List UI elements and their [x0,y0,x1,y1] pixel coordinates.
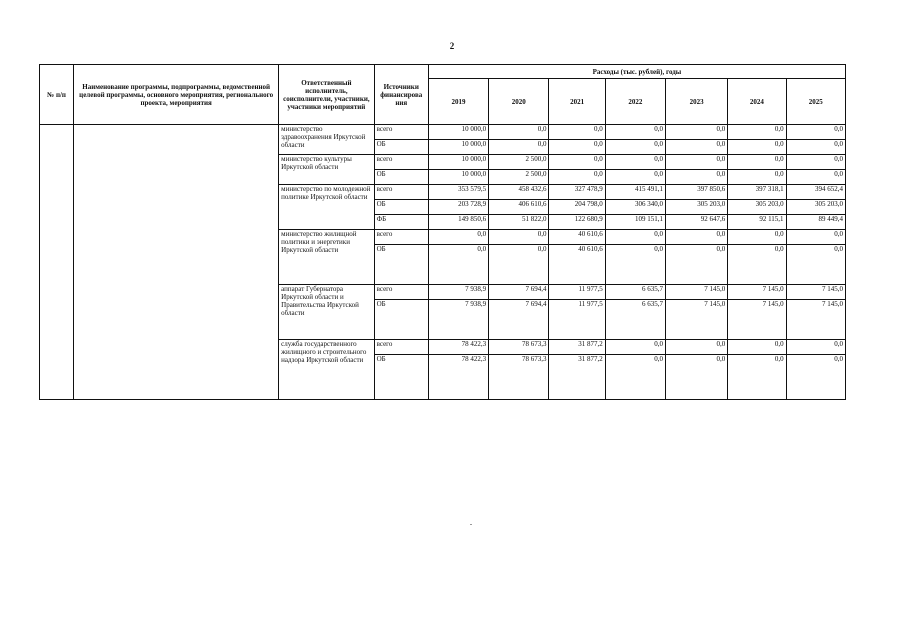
value-cell: 353 579,5 [428,185,488,200]
header-year: 2025 [786,79,845,125]
value-cell: 397 850,6 [665,185,727,200]
value-cell: 0,0 [549,155,605,170]
executor-cell: министерство по молодежной политике Иркутской области [279,185,374,230]
value-cell: 415 491,1 [605,185,665,200]
value-cell: 305 203,0 [786,200,845,215]
value-cell: 7 938,9 [428,300,488,340]
value-cell: 7 145,0 [786,300,845,340]
value-cell: 122 680,9 [549,215,605,230]
source-cell: ОБ [374,300,428,340]
header-responsible: Ответственный исполнитель, соисполнители, участники, участники мероприятий [279,65,374,125]
value-cell: 31 877,2 [549,355,605,400]
value-cell: 40 610,6 [549,230,605,245]
value-cell: 2 500,0 [489,170,549,185]
value-cell: 0,0 [728,125,786,140]
value-cell: 458 432,6 [489,185,549,200]
value-cell: 7 145,0 [728,300,786,340]
value-cell: 7 694,4 [489,300,549,340]
header-sources: Источники финансирова ния [374,65,428,125]
header-year: 2021 [549,79,605,125]
value-cell: 406 610,6 [489,200,549,215]
value-cell: 0,0 [605,125,665,140]
page-number: 2 [449,41,455,51]
value-cell: 306 340,0 [605,200,665,215]
value-cell: 7 694,4 [489,285,549,300]
value-cell: 0,0 [786,355,845,400]
value-cell: 7 145,0 [665,285,727,300]
value-cell: 11 977,5 [549,300,605,340]
value-cell: 0,0 [605,355,665,400]
scan-dot [470,524,472,525]
budget-table [39,64,846,400]
executor-cell: министерство культуры Иркутской области [279,155,374,185]
value-cell: 0,0 [728,170,786,185]
value-cell: 78 422,3 [428,340,488,355]
value-cell: 0,0 [489,245,549,285]
value-cell: 0,0 [728,140,786,155]
source-cell: ФБ [374,215,428,230]
value-cell: 0,0 [549,170,605,185]
value-cell: 0,0 [605,340,665,355]
value-cell: 305 203,0 [665,200,727,215]
header-year: 2019 [428,79,488,125]
source-cell: ОБ [374,140,428,155]
value-cell: 0,0 [665,125,727,140]
executor-cell: служба государственного жилищного и строительного надзора Иркутской области [279,340,374,400]
value-cell: 89 449,4 [786,215,845,230]
value-cell: 31 877,2 [549,340,605,355]
value-cell: 0,0 [728,245,786,285]
value-cell: 10 000,0 [428,155,488,170]
value-cell: 0,0 [786,340,845,355]
value-cell: 0,0 [728,340,786,355]
header-year: 2024 [728,79,786,125]
header-year: 2022 [605,79,665,125]
value-cell: 0,0 [605,170,665,185]
source-cell: ОБ [374,245,428,285]
source-cell: всего [374,185,428,200]
value-cell: 0,0 [665,355,727,400]
value-cell: 10 000,0 [428,170,488,185]
value-cell: 0,0 [728,355,786,400]
value-cell: 204 798,0 [549,200,605,215]
value-cell: 0,0 [549,140,605,155]
value-cell: 0,0 [665,340,727,355]
value-cell: 0,0 [665,155,727,170]
table-body [40,125,846,400]
value-cell: 0,0 [489,230,549,245]
value-cell: 0,0 [428,245,488,285]
value-cell: 0,0 [786,140,845,155]
value-cell: 0,0 [605,230,665,245]
executor-cell: министерство жилищной политики и энергетики Иркутской области [279,230,374,285]
value-cell: 0,0 [665,170,727,185]
value-cell: 0,0 [786,230,845,245]
source-cell: всего [374,155,428,170]
value-cell: 11 977,5 [549,285,605,300]
executor-cell: аппарат Губернатора Иркутской области и Правительства Иркутской области [279,285,374,340]
value-cell: 0,0 [605,140,665,155]
header-num: № п/п [40,65,74,125]
value-cell: 10 000,0 [428,140,488,155]
source-cell: всего [374,340,428,355]
value-cell: 149 850,6 [428,215,488,230]
value-cell: 327 478,9 [549,185,605,200]
value-cell: 0,0 [605,155,665,170]
value-cell: 0,0 [786,245,845,285]
value-cell: 10 000,0 [428,125,488,140]
source-cell: ОБ [374,170,428,185]
header-name: Наименование программы, подпрограммы, ведомственной целевой программы, основного мероприятия, регионального проекта, мероприятия [74,65,279,125]
value-cell: 0,0 [489,140,549,155]
value-cell: 78 673,3 [489,340,549,355]
value-cell: 0,0 [786,155,845,170]
value-cell: 2 500,0 [489,155,549,170]
value-cell: 397 318,1 [728,185,786,200]
header-year: 2020 [489,79,549,125]
value-cell: 203 728,9 [428,200,488,215]
value-cell: 0,0 [549,125,605,140]
source-cell: всего [374,285,428,300]
program-name-cell [74,125,279,400]
value-cell: 92 115,1 [728,215,786,230]
value-cell: 0,0 [728,155,786,170]
value-cell: 78 673,3 [489,355,549,400]
value-cell: 394 652,4 [786,185,845,200]
value-cell: 109 151,1 [605,215,665,230]
value-cell: 0,0 [786,170,845,185]
header-expenses: Расходы (тыс. рублей), годы [428,65,845,79]
value-cell: 40 610,6 [549,245,605,285]
value-cell: 0,0 [786,125,845,140]
value-cell: 92 647,6 [665,215,727,230]
value-cell: 305 203,0 [728,200,786,215]
source-cell: всего [374,125,428,140]
value-cell: 0,0 [605,245,665,285]
source-cell: всего [374,230,428,245]
executor-cell: министерство здравоохранения Иркутской области [279,125,374,155]
value-cell: 78 422,3 [428,355,488,400]
value-cell: 0,0 [665,230,727,245]
value-cell: 0,0 [665,245,727,285]
value-cell: 7 145,0 [665,300,727,340]
source-cell: ОБ [374,200,428,215]
value-cell: 7 145,0 [728,285,786,300]
value-cell: 51 822,0 [489,215,549,230]
value-cell: 0,0 [665,140,727,155]
header-year: 2023 [665,79,727,125]
value-cell: 6 635,7 [605,300,665,340]
value-cell: 0,0 [489,125,549,140]
num-cell [40,125,74,400]
value-cell: 0,0 [728,230,786,245]
value-cell: 7 938,9 [428,285,488,300]
source-cell: ОБ [374,355,428,400]
value-cell: 6 635,7 [605,285,665,300]
value-cell: 0,0 [428,230,488,245]
value-cell: 7 145,0 [786,285,845,300]
table-row [40,125,846,140]
